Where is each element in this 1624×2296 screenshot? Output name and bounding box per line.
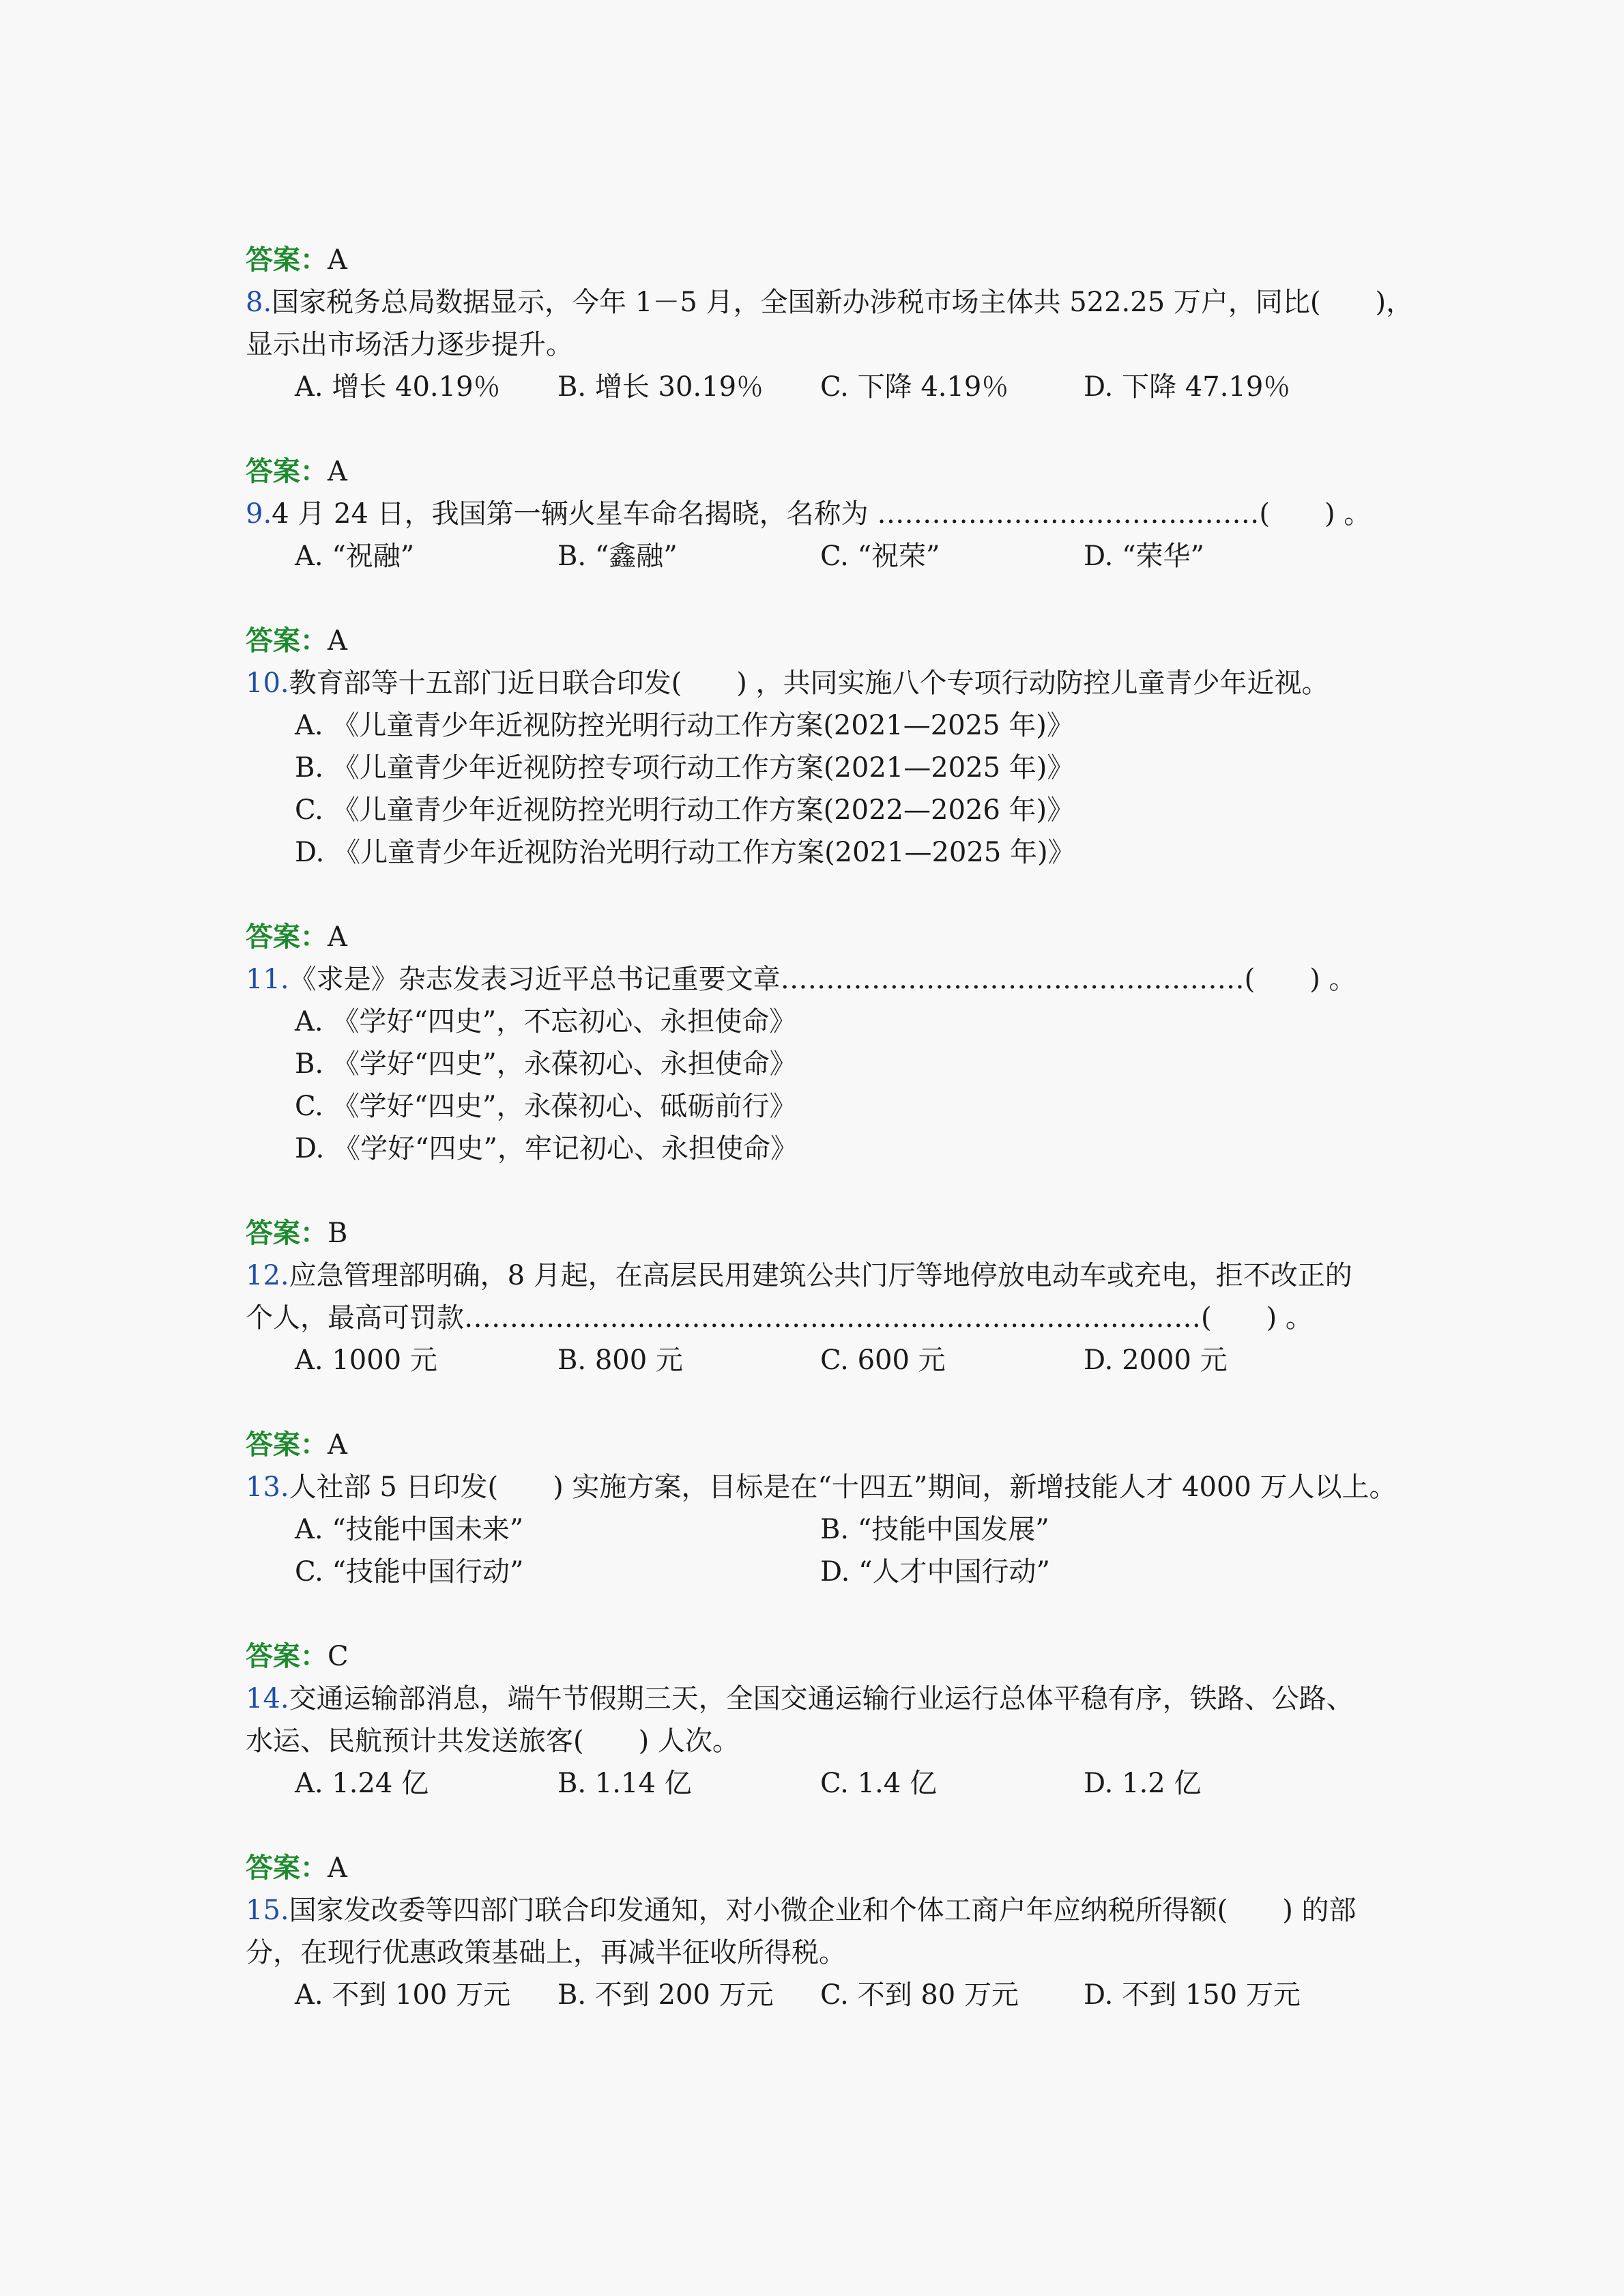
option-c: C. “技能中国行动” (295, 1556, 524, 1588)
question-number: 8. (246, 287, 272, 318)
question-stem (246, 493, 1392, 535)
option-c: C. 下降 4.19％ (820, 371, 1009, 403)
option-a: A. “祝融” (295, 541, 415, 572)
stem-text: 应急管理部明确，8 月起，在高层民用建筑公共门厅等地停放电动车或充电，拒不改正的 (289, 1260, 1352, 1291)
question-stem-continued: 分，在现行优惠政策基础上，再减半征收所得税。 (246, 1937, 846, 1968)
answer-value: A (328, 1852, 347, 1884)
option-d: D. 《学好“四史”，牢记初心、永担使命》 (295, 1133, 798, 1164)
question-number: 13. (246, 1472, 289, 1503)
answer-label: 答案： (246, 1429, 328, 1461)
option-row-d (246, 1128, 1392, 1170)
answer-value: A (328, 456, 347, 487)
answer-label: 答案： (246, 921, 328, 953)
question-stem (246, 281, 1414, 324)
option-c: C. 600 元 (820, 1345, 946, 1376)
question-stem (246, 958, 1392, 1001)
option-a: A. 《学好“四史”，不忘初心、永担使命》 (295, 1006, 797, 1037)
answer-line (246, 1212, 1392, 1254)
option-c: C. 《儿童青少年近视防控光明行动工作方案(2022—2026 年)》 (295, 794, 1075, 826)
answer-value: A (328, 625, 347, 657)
question-number: 11. (246, 964, 289, 995)
option-row-c (246, 789, 1392, 831)
answer-line (246, 239, 1392, 281)
option-a: A. 1000 元 (295, 1345, 437, 1376)
options-row (246, 366, 1392, 408)
question-block-15 (246, 1847, 1392, 2016)
stem-text: 人社部 5 日印发( ) 实施方案，目标是在“十四五”期间，新增技能人才 4000 万人以上。 (289, 1472, 1397, 1503)
option-c: C. “祝荣” (820, 541, 940, 572)
option-row-b (246, 747, 1392, 789)
answer-line (246, 1847, 1392, 1889)
option-a: A. “技能中国未来” (295, 1514, 524, 1545)
answer-line (246, 1635, 1392, 1678)
answer-label: 答案： (246, 1640, 328, 1672)
question-stem (246, 1466, 1397, 1508)
question-block-12 (246, 1212, 1392, 1381)
options-row-2 (246, 1551, 1392, 1593)
option-d: D. 下降 47.19％ (1084, 371, 1291, 403)
option-a: A. 不到 100 万元 (295, 1979, 511, 2011)
answer-label: 答案： (246, 1852, 328, 1884)
option-d: D. 不到 150 万元 (1084, 1979, 1301, 2011)
question-stem (246, 1889, 1392, 1932)
answer-value: A (328, 244, 347, 276)
option-a: A. 1.24 亿 (295, 1768, 429, 1799)
answer-label: 答案： (246, 244, 328, 276)
option-row-a (246, 704, 1392, 747)
options-row (246, 1974, 1392, 2016)
option-b: B. 1.14 亿 (557, 1768, 692, 1799)
question-number: 9. (246, 498, 272, 530)
question-block-8 (246, 239, 1414, 408)
option-b: B. 《学好“四史”，永葆初心、永担使命》 (295, 1048, 797, 1080)
option-c: C. 1.4 亿 (820, 1768, 937, 1799)
option-row-c (246, 1085, 1392, 1128)
option-b: B. 800 元 (557, 1345, 683, 1376)
question-block-10 (246, 620, 1392, 874)
option-a: A. 增长 40.19％ (295, 371, 501, 403)
stem-text: 教育部等十五部门近日联合印发( ) ，共同实施八个专项行动防控儿童青少年近视。 (289, 668, 1329, 699)
option-b: B. 增长 30.19％ (557, 371, 764, 403)
answer-label: 答案： (246, 1217, 328, 1249)
question-number: 10. (246, 668, 289, 699)
option-b: B. 不到 200 万元 (557, 1979, 774, 2011)
option-a: A. 《儿童青少年近视防控光明行动工作方案(2021—2025 年)》 (295, 710, 1074, 741)
option-c: C. 不到 80 万元 (820, 1979, 1019, 2011)
question-stem (246, 662, 1392, 704)
option-d: D. 1.2 亿 (1084, 1768, 1202, 1799)
question-list (246, 239, 1414, 2058)
question-block-11 (246, 916, 1392, 1170)
question-stem-continued: 个人，最高可罚款………………………………………………………………………( ) 。 (246, 1302, 1313, 1334)
question-stem (246, 1254, 1392, 1297)
question-block-13 (246, 1424, 1397, 1593)
answer-line (246, 450, 1392, 493)
option-d: D. 2000 元 (1084, 1345, 1228, 1376)
stem-text: 国家发改委等四部门联合印发通知，对小微企业和个体工商户年应纳税所得额( ) 的部 (289, 1895, 1357, 1926)
question-stem (246, 1678, 1392, 1720)
question-block-9 (246, 450, 1392, 577)
answer-value: A (328, 1429, 347, 1461)
option-d: D. “荣华” (1084, 541, 1204, 572)
options-row (246, 1339, 1392, 1381)
answer-label: 答案： (246, 455, 328, 487)
option-b: B. 《儿童青少年近视防控专项行动工作方案(2021—2025 年)》 (295, 752, 1075, 784)
question-number: 14. (246, 1683, 289, 1714)
stem-text: 《求是》杂志发表习近平总书记重要文章……………………………………………( ) 。 (289, 964, 1357, 995)
answer-line (246, 620, 1392, 662)
option-b: B. “鑫融” (557, 541, 678, 572)
answer-line (246, 1424, 1392, 1466)
stem-text: 国家税务总局数据显示，今年 1－5 月，全国新办涉税市场主体共 522.25 万户，同比( )， (272, 287, 1414, 318)
question-block-14 (246, 1635, 1392, 1805)
answer-value: A (328, 921, 347, 953)
answer-line (246, 916, 1392, 958)
option-row-a (246, 1001, 1392, 1043)
option-d: D. “人才中国行动” (820, 1556, 1050, 1588)
question-stem-continued: 显示出市场活力逐步提升。 (246, 329, 573, 360)
option-d: D. 《儿童青少年近视防治光明行动工作方案(2021—2025 年)》 (295, 837, 1075, 868)
question-stem-continued: 水运、民航预计共发送旅客( ) 人次。 (246, 1725, 740, 1757)
question-number: 12. (246, 1260, 289, 1291)
stem-text: 交通运输部消息，端午节假期三天，全国交通运输行业运行总体平稳有序，铁路、公路、 (289, 1683, 1354, 1714)
option-b: B. “技能中国发展” (820, 1514, 1049, 1545)
option-row-b (246, 1043, 1392, 1085)
answer-label: 答案： (246, 625, 328, 657)
stem-text: 4 月 24 日，我国第一辆火星车命名揭晓，名称为 ……………………………………( ) 。 (272, 498, 1372, 530)
option-c: C. 《学好“四史”，永葆初心、砥砺前行》 (295, 1091, 797, 1122)
question-number: 15. (246, 1895, 289, 1926)
options-row-1 (246, 1508, 1392, 1551)
options-row (246, 1762, 1392, 1805)
answer-value: B (328, 1218, 348, 1249)
answer-value: C (328, 1641, 349, 1672)
options-row (246, 535, 1392, 577)
option-row-d (246, 831, 1392, 874)
